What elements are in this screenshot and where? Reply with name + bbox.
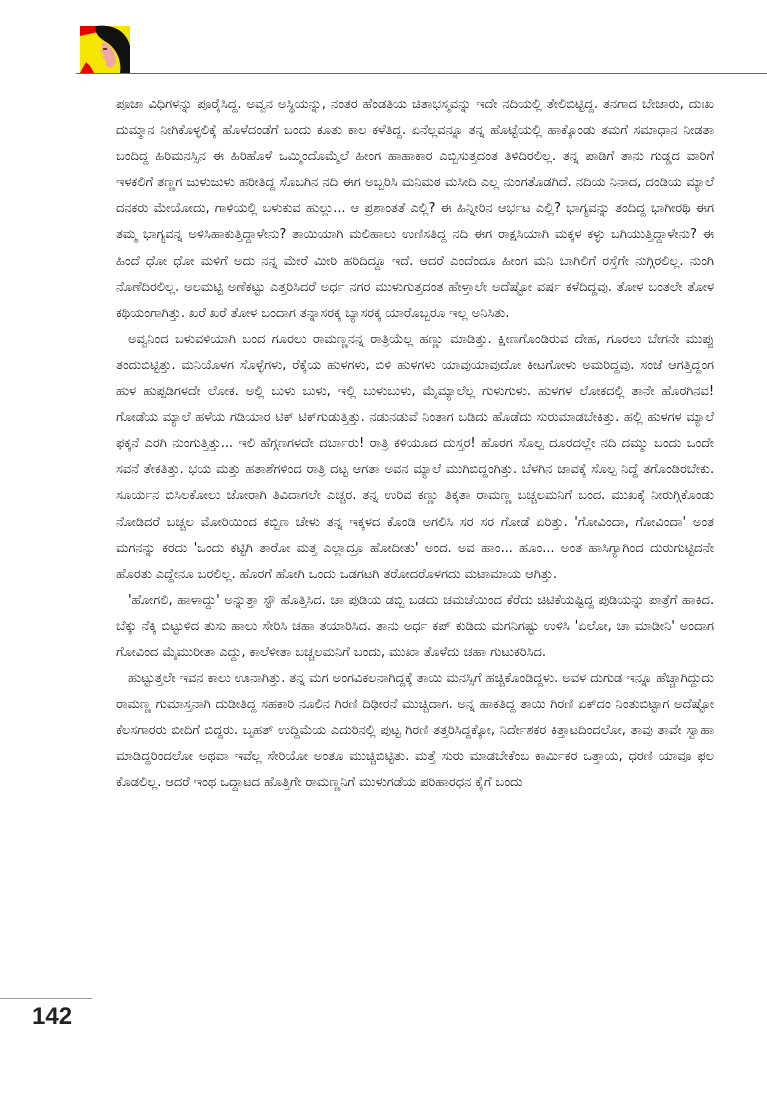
paragraph-2: [116, 327, 714, 588]
paragraph-3-text: 'ಹೋಗಲಿ, ಹಾಳಾದ್ದು' ಅನ್ನುತ್ತಾ ಸ್ಟೌ ಹೊತ್ತಿಸಿದ. ಚಾ ಪುಡಿಯ ಡಬ್ಬಿ ಬಡದು ಚಮಚೆಯಿಂದ ಕೆರೆದು ಚಿಟಿಕೆಯಷ್ಟಿದ್ದ ಪುಡಿಯನ್ನು ಪಾತ್ರೆಗೆ ಹಾಕಿದ. ಬೆಕ್ಕು ನೆಕ್ಕಿ ಬಿಟ್ಟುಳಿದ ತುಸು ಹಾಲು ಸೇರಿಸಿ ಚಹಾ ತಯಾರಿಸಿದ. ತಾನು ಅರ್ಧ ಕಪ್ ಕುಡಿದು ಮಗನಿಗಷ್ಟು ಉಳಿಸಿ 'ಏಲೋ, ಚಾ ಮಾಡೀನಿ' ಅಂದಾಗ ಗೋವಿಂದ ಮೈಮುರೀತಾ ಎದ್ದು, ಕಾಲೆಳೀತಾ ಬಚ್ಚಲಮನಿಗೆ ಬಂದು, ಮುಖಾ ತೊಳೆದು ಚಹಾ ಗುಟುಕರಿಸಿದ.: [116, 592, 714, 660]
paragraph-3: [116, 588, 714, 666]
header-rule: [76, 73, 767, 74]
paragraph-1: [116, 92, 714, 327]
face-profile-logo-icon: [76, 22, 134, 74]
paragraph-1-text: ಪೂಜಾ ವಿಧಿಗಳನ್ನು ಪೂರೈಸಿದ್ದ. ಅವ್ವನ ಅಸ್ಥಿಯನ್ನು, ನಂತರ ಹೆಂಡತಿಯ ಚಿತಾಭಸ್ಮವನ್ನು ಇದೇ ನದಿಯಲ್ಲಿ ತೇಲಿಬಿಟ್ಟಿದ್ದ. ತನಗಾದ ಬೇಜಾರು, ದುಃಖ ದುಮ್ಮಾನ ನೀಗಿಕೊಳ್ಳಲಿಕ್ಕೆ ಹೊಳೆದಂಡೆಗೆ ಬಂದು ಕೂತು ಕಾಲ ಕಳೆತಿದ್ದ. ಏನೆಲ್ಲವನ್ನೂ ತನ್ನ ಹೊಟ್ಟೆಯಲ್ಲಿ ಹಾಕ್ಕೊಂಡು ತಮಗೆ ಸಮಾಧಾನ ನೀಡತಾ ಬಂದಿದ್ದ ಹಿರಿಮನಸ್ಸಿನ ಈ ಹಿರಿಹೊಳೆ ಒಮ್ಮಿಂದೊಮ್ಮೆಲೆ ಹೀಂಗ ಹಾಹಾಕಾರ ಎಬ್ಬಿಸುತ್ತದಂತ ತಿಳಿದಿರಲಿಲ್ಲ. ತನ್ನ ಪಾಡಿಗೆ ತಾನು ಗುಡ್ಡದ ವಾರಿಗೆ ಇಳಕಲಿಗೆ ತಣ್ಣಗ ಜುಳುಜುಳು ಹರೀತಿದ್ದ ಸೊಬಗಿನ ನದಿ ಈಗ ಅಬ್ಬರಿಸಿ ಮನಿಮಠ ಮಸೀದಿ ಎಲ್ಲ ನುಂಗತೊಡಗಿದೆ. ನದಿಯ ನಿನಾದ, ದಂಡಿಯ ಮ್ಯಾಲೆ ದನಕರು ಮೇಯೋದು, ಗಾಳಿಯಲ್ಲಿ ಬಳುಕುವ ಹುಲ್ಲು... ಆ ಪ್ರಶಾಂತತೆ ಎಲ್ಲಿ? ಈ ಹಿನ್ನೀರಿನ ಆರ್ಭಟ ಎಲ್ಲಿ? ಭಾಗ್ಯವನ್ನು ತಂದಿದ್ದ ಭಾಗೀರಥಿ ಈಗ ತಮ್ಮ ಭಾಗ್ಯವನ್ನ ಅಳಿಸಿಹಾಕುತ್ತಿದ್ದಾಳೇನು? ತಾಯಿಯಾಗಿ ಮಲಿಹಾಲು ಉಣಿಸತಿದ್ದ ನದಿ ಈಗ ರಾಕ್ಷಸಿಯಾಗಿ ಮಕ್ಕಳ ಕಳ್ಳು ಬಗಿಯುತ್ತಿದ್ದಾಳೇನು? ಈ ಹಿಂದೆ ಧೋ ಧೋ ಮಳಿಗೆ ಅದು ನನ್ನ ಮೇರೆ ಮೀರಿ ಹರಿದಿದ್ದೂ ಇದೆ. ಆದರೆ ಎಂದೆಂದೂ ಹೀಂಗ ಮನಿ ಬಾಗಿಲಿಗೆ ರಸ್ತೆಗೇ ನುಗ್ಗಿರಲಿಲ್ಲ. ನುಂಗಿ ನೊಣೆದಿರಲಿಲ್ಲ. ಅಲಮಟ್ಟಿ ಅಣೆಕಟ್ಟು ಎತ್ತರಿಸಿದರೆ ಅರ್ಧ ನಗರ ಮುಳುಗುತ್ತದಂತ ಹೇಳ್ತಾಲೇ ಅದೆಷ್ಟೋ ವರ್ಷ ಕಳೆದಿದ್ದವು. ತೋಳ ಬಂತಲೇ ತೋಳ ಕಥಿಯಂಗಾಗಿತ್ತು. ಖರೆ ಖರೆ ತೋಳ ಬಂದಾಗ ತನ್ನಾಸರಕ್ಕ ಬ್ಯಾಸರಕ್ಕ ಯಾರೊಬ್ಬರೂ ಇಲ್ಲ ಅನಿಸಿತು.: [116, 97, 714, 321]
page-number: 142: [32, 1003, 73, 1030]
body-text: [116, 92, 714, 797]
paragraph-4-text: ಹುಟ್ಟುತ್ತಲೇ ಇವನ ಕಾಲು ಊನಾಗಿತ್ತು. ತನ್ನ ಮಗ ಅಂಗವಿಕಲನಾಗಿದ್ದಕ್ಕೆ ತಾಯಿ ಮನಸ್ಸಿಗೆ ಹಚ್ಚಿಕೊಂಡಿದ್ದಳು. ಅವಳ ದುಗುಡ ಇನ್ನೂ ಹೆಚ್ಚಾಗಿದ್ದುದು ರಾಮಣ್ಣ ಗುಮಾಸ್ತನಾಗಿ ದುಡೀತಿದ್ದ ಸಹಕಾರಿ ನೂಲಿನ ಗಿರಣಿ ದಿಢೀರನೆ ಮುಚ್ಚಿದಾಗ. ಅನ್ನ ಹಾಕತಿದ್ದ ತಾಯಿ ಗಿರಣಿ ಏಕ್‌ದಂ ನಿಂತುಬಿಟ್ಟಾಗ ಅದೆಷ್ಟೋ ಕೆಲಸಗಾರರು ಬೀದಿಗೆ ಬಿದ್ದರು. ಬೃಹತ್ ಉದ್ದಿಮೆಯ ಎದುರಿನಲ್ಲಿ ಪುಟ್ಟ ಗಿರಣಿ ತತ್ತರಿಸಿದ್ದಕ್ಕೋ, ನಿರ್ದೇಶಕರ ಕಿತ್ತಾಟದಿಂದಲೋ, ತಾವು ತಾವೇ ಸ್ವಾಹಾ ಮಾಡಿದ್ದರಿಂದಲೋ ಅಥವಾ ಇವೆಲ್ಲ ಸೇರಿಯೋ ಅಂತೂ ಮುಚ್ಚಿಬಿಟ್ಟಿತು. ಮತ್ತೆ ಸುರು ಮಾಡಬೇಕೆಂಬ ಕಾರ್ಮಿಕರ ಒತ್ತಾಯ, ಧರಣಿ ಯಾವೂ ಫಲ ಕೊಡಲಿಲ್ಲ. ಆದರೆ ಇಂಥ ಒದ್ದಾಟದ ಹೊತ್ತಿಗೇ ರಾಮಣ್ಣನಿಗೆ ಮುಳುಗಡೆಯ ಪರಿಹಾರಧನ ಕೈಗೆ ಬಂದು: [116, 671, 714, 791]
paragraph-4: [116, 666, 714, 796]
footer-rule: [0, 998, 92, 999]
paragraph-2-text: ಅವ್ವನಿಂದ ಬಳುವಳಿಯಾಗಿ ಬಂದ ಗೂರಲು ರಾಮಣ್ಣನನ್ನ ರಾತ್ರಿಯೆಲ್ಲ ಹಣ್ಣು ಮಾಡಿತ್ತು. ಕ್ಷೀಣಗೊಂಡಿರುವ ದೇಹ, ಗೂರಲು ಬೇಗನೇ ಮುಪ್ಪು ತಂದುಬಿಟ್ಟಿತ್ತು. ಮನಿಯೊಳಗ ಸೊಳ್ಳೆಗಳು, ರೆಕ್ಕೆಯ ಹುಳಗಳು, ಬಿಳಿ ಹುಳಗಳು ಯಾವುಯಾವುದೋ ಕೀಟಗೋಳು ಅಮರಿದ್ದವು. ಸಂಜೆ ಆಗತ್ತಿದ್ದಂಗ ಹುಳ ಹುಪ್ಪಡಿಗಳದೇ ಲೋಕ. ಅಲ್ಲಿ ಬುಳು ಬುಳು, ಇಲ್ಲಿ ಬುಳುಬುಳು, ಮೈಮ್ಯಾಲೆಲ್ಲ ಗುಳುಗುಳು. ಹುಳಗಳ ಲೋಕದಲ್ಲಿ ತಾನೇ ಹೊರಗಿನವ! ಗೋಡೆಯ ಮ್ಯಾಲೆ ಹಳೆಯ ಗಡಿಯಾರ ಟಿಕ್ ಟಿಕ್‌ಗುಡುತ್ತಿತ್ತು. ನಡುನಡುವೆ ನಿಂತಾಗ ಬಡಿದು ಹೊಡೆದು ಸುರುಮಾಡಬೇಕಿತ್ತು. ಹಲ್ಲಿ ಹುಳಗಳ ಮ್ಯಾಲೆ ಫಕ್ಕನೆ ಎರಗಿ ನುಂಗುತ್ತಿತ್ತು... ಇಲಿ ಹೆಗ್ಗಣಗಳದೇ ದರ್ಬಾರು! ರಾತ್ರಿ ಕಳಿಯೂದ ದುಸ್ತರ! ಹೊರಗ ಸೊಲ್ಪ ದೂರದಲ್ಲೇ ನದಿ ದಮ್ಮು ಬಂದು ಒಂದೇ ಸವನೆ ತೇಕತಿತ್ತು. ಭಯ ಮತ್ತು ಹತಾಶೆಗಳಿಂದ ರಾತ್ರಿ ದಟ್ಟ ಆಗತಾ ಅವನ ಮ್ಯಾಲೆ ಮುಗಿಬಿದ್ದಂಗಿತ್ತು. ಬೆಳಗಿನ ಜಾವಕ್ಕೆ ಸೊಲ್ಪ ನಿದ್ದೆ ತಗೊಂಡಿರಬೇಕು. ಸೂರ್ಯನ ಬಿಸಿಲಕೋಲು ಜೋರಾಗಿ ತಿವಿದಾಗಲೇ ಎಚ್ಚರ. ತನ್ನ ಉರಿವ ಕಣ್ಣು ತಿಕ್ಕತಾ ರಾಮಣ್ಣ ಬಚ್ಚಲಮನಿಗೆ ಬಂದ. ಮುಖಕ್ಕೆ ನೀರುಗ್ಗಿಕೊಂಡು ನೋಡಿದರೆ ಬಚ್ಚಲ ಮೋರಿಯಿಂದ ಕಬ್ಬಿಣ ಚೇಳು ತನ್ನ ಇಕ್ಕಳದ ಕೊಂಡಿ ಅಗಲಿಸಿ ಸರ ಸರ ಗೋಡೆ ಏರಿತ್ತು. 'ಗೋವಿಂದಾ, ಗೋವಿಂದಾ' ಅಂತ ಮಗನನ್ನು ಕರದು 'ಒಂದು ಕಟ್ಟಿಗಿ ತಾರೋ ಮತ್ತ ಎಲ್ಲಾದ್ರೂ ಹೋದೀತು' ಅಂದ. ಅವ ಹಾಂ... ಹೂಂ... ಅಂತ ಹಾಸಿಗ್ಯಾಗಿಂದ ದುರುಗುಟ್ಟಿದನೇ ಹೊರತು ಎದ್ದೇನೂ ಬರಲಿಲ್ಲ. ಹೊರಗೆ ಹೋಗಿ ಒಂದು ಒಡಗಟಗಿ ತರೋದರೊಳಗದು ಮಟಾಮಾಯ ಆಗಿತ್ತು.: [116, 331, 714, 582]
